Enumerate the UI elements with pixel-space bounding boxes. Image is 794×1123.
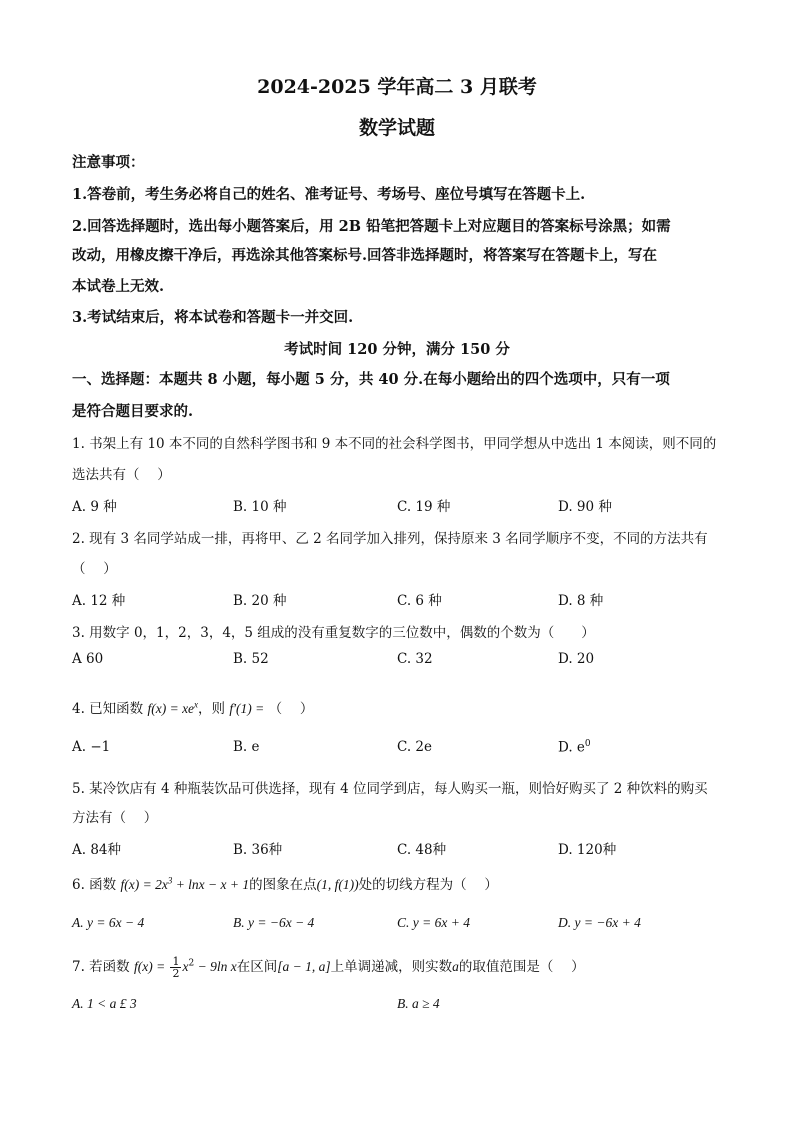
q4-exponent: x — [194, 699, 199, 710]
exam-title: 2024-2025 学年高二 3 月联考 — [257, 76, 537, 98]
q4-function — [147, 701, 198, 716]
q4-option-d — [558, 739, 591, 756]
q7-exponent: 2 — [188, 958, 195, 969]
question-2-line2: （ ） — [72, 561, 117, 577]
q7-function-rest: − 9ln x — [194, 959, 237, 974]
q4-option-c: C. 2e — [397, 739, 433, 755]
q7-variable: a — [452, 959, 459, 974]
q4-suffix: （ ） — [268, 701, 314, 717]
q4-mid: ，则 — [198, 701, 226, 717]
q4-option-d-exponent: 0 — [584, 739, 591, 749]
q6-function-rest: + lnx − x + 1 — [172, 877, 250, 892]
q5-option-a: A. 84种 — [72, 842, 122, 858]
q7-function-head: f(x) = — [133, 959, 166, 974]
q3-option-b: B. 52 — [233, 651, 269, 667]
question-7 — [72, 955, 585, 979]
notes-heading: 注意事项： — [72, 154, 145, 171]
q1-option-b: B. 10 种 — [233, 499, 287, 515]
section-heading-line2: 是符合题目要求的. — [72, 403, 194, 420]
q7-option-b: B. a ≥ 4 — [397, 996, 440, 1011]
q2-option-c: C. 6 种 — [397, 593, 442, 609]
q6-option-b: B. y = −6x − 4 — [233, 915, 315, 930]
note-1: 1.答卷前，考生务必将自己的姓名、准考证号、考场号、座位号填写在答题卡上. — [72, 186, 586, 203]
q4-prefix: 4. 已知函数 — [72, 701, 144, 717]
question-5-line2: 方法有（ ） — [72, 810, 158, 826]
q6-option-d: D. y = −6x + 4 — [558, 915, 641, 930]
q3-option-c: C. 32 — [397, 651, 433, 667]
q6-option-c: C. y = 6x + 4 — [397, 915, 470, 930]
q6-option-a: A. y = 6x − 4 — [72, 915, 145, 930]
q7-interval: [a − 1, a] — [277, 959, 331, 974]
q6-point: (1, f(1)) — [316, 877, 359, 892]
q5-option-d: D. 120种 — [558, 842, 617, 858]
question-3-line1: 3. 用数字 0，1，2，3，4，5 组成的没有重复数字的三位数中，偶数的个数为（ ） — [72, 625, 595, 641]
exam-time: 考试时间 120 分钟，满分 150 分 — [284, 341, 510, 358]
q7-suffix: 上单调递减，则实数 — [330, 959, 453, 975]
q2-option-b: B. 20 种 — [233, 593, 287, 609]
q7-suffix2: 的取值范围是（ ） — [458, 959, 585, 975]
q7-prefix: 7. 若函数 — [72, 959, 130, 975]
question-5-line1: 5. 某冷饮店有 4 种瓶装饮品可供选择，现有 4 位同学到店，每人购买一瓶，则恰好购买了 2 种饮料的购买 — [72, 781, 708, 797]
question-6 — [72, 873, 498, 893]
q5-option-c: C. 48种 — [397, 842, 447, 858]
q4-option-a: A. −1 — [72, 739, 111, 755]
q4-option-b: B. e — [233, 739, 260, 755]
note-3: 3.考试结束后，将本试卷和答题卡一并交回. — [72, 309, 354, 326]
q5-option-b: B. 36种 — [233, 842, 283, 858]
q1-option-d: D. 90 种 — [558, 499, 612, 515]
q7-option-a: A. 1 < a £ 3 — [72, 996, 137, 1011]
q6-suffix: 处的切线方程为（ ） — [358, 877, 498, 893]
question-4 — [72, 697, 313, 717]
q3-option-a: A 60 — [72, 651, 104, 667]
q7-denominator: 2 — [172, 967, 180, 980]
q4-option-d-base: D. e — [558, 739, 585, 756]
q4-derivative: f′(1) = — [229, 701, 265, 716]
section-heading-line1: 一、选择题：本题共 8 小题，每小题 5 分，共 40 分.在每小题给出的四个选项中，只有一项 — [72, 371, 670, 388]
q6-prefix: 6. 函数 — [72, 877, 117, 893]
q7-numerator: 1 — [172, 955, 180, 968]
q1-option-c: C. 19 种 — [397, 499, 451, 515]
q6-function-head: f(x) = 2x — [120, 877, 168, 892]
question-1-line2: 选法共有（ ） — [72, 467, 171, 483]
question-2-line1: 2. 现有 3 名同学站成一排，再将甲、乙 2 名同学加入排列，保持原来 3 名同学顺序不变，不同的方法共有 — [72, 531, 708, 547]
q1-option-a: A. 9 种 — [72, 499, 117, 515]
q2-option-a: A. 12 种 — [72, 593, 126, 609]
question-1-line1: 1. 书架上有 10 本不同的自然科学图书和 9 本不同的社会科学图书，甲同学想从中选出 1 本阅读，则不同的 — [72, 436, 717, 452]
q6-function — [120, 877, 249, 892]
q6-mid: 的图象在点 — [249, 877, 317, 893]
note-2-line3: 本试卷上无效. — [72, 278, 165, 295]
q2-option-d: D. 8 种 — [558, 593, 604, 609]
q7-fraction — [170, 956, 181, 979]
q6-exponent: 3 — [167, 875, 173, 886]
q3-option-d: D. 20 — [558, 651, 595, 667]
exam-subtitle: 数学试题 — [358, 117, 435, 139]
q7-mid: 在区间 — [236, 959, 278, 975]
note-2-line1: 2.回答选择题时，选出每小题答案后，用 2B 铅笔把答题卡上对应题目的答案标号涂黑；如需 — [72, 218, 671, 235]
q7-x: x — [182, 959, 189, 974]
q4-function-body: f(x) = xe — [147, 701, 195, 716]
note-2-line2: 改动，用橡皮擦干净后，再选涂其他答案标号.回答非选择题时，将答案写在答题卡上，写在 — [72, 247, 658, 264]
